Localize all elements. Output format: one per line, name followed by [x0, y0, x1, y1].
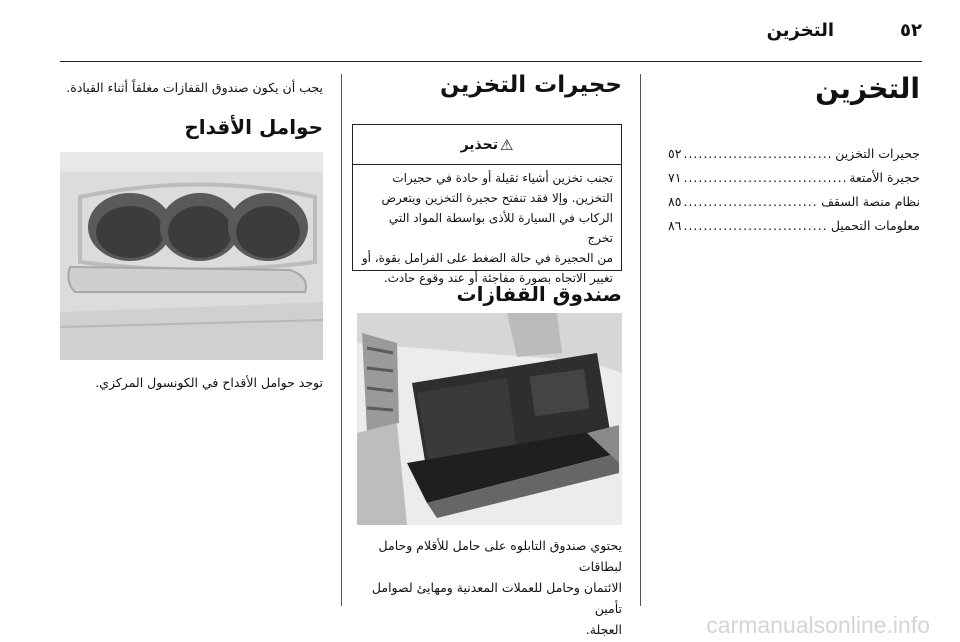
warning-heading: [353, 125, 621, 165]
cupholders-photo: [60, 152, 323, 360]
warning-line: تغيير الاتجاه بصورة مفاجئة أو عند وقوع حادث.: [383, 271, 613, 285]
toc-item[interactable]: [668, 218, 920, 242]
toc-item[interactable]: [668, 146, 920, 170]
watermark: carmanualsonline.info: [706, 612, 930, 638]
toc-leader-dots: [683, 218, 828, 233]
toc-item-label: جحيرات التخزين: [835, 146, 920, 161]
header-page-number: ٥٢: [900, 20, 922, 41]
column-divider-left: [341, 74, 342, 606]
column-divider-right: [640, 74, 641, 606]
glovebox-closed-note: يجب أن يكون صندوق القفازات مغلقاً أثناء القيادة.: [66, 80, 323, 95]
toc-item[interactable]: [668, 194, 920, 218]
glovebox-line: يحتوي صندوق التابلوه على حامل للأقلام وحامل لبطاقات: [378, 538, 622, 574]
toc-item-label: نظام منصة السقف: [821, 194, 920, 209]
glovebox-heading: صندوق القفازات: [456, 282, 622, 306]
glovebox-photo: [357, 313, 622, 525]
storage-compartments-title: حجيرات التخزين: [440, 72, 622, 98]
table-of-contents: [668, 146, 920, 242]
toc-leader-dots: [683, 170, 847, 185]
warning-line: تجنب تخزين أشياء ثقيلة أو حادة في حجيرات: [392, 171, 613, 185]
chapter-title: التخزين: [815, 72, 920, 105]
toc-item-label: حجيرة الأمتعة: [849, 170, 920, 185]
warning-line: الركاب في السيارة للأذى بواسطة المواد التي تخرج: [388, 211, 613, 245]
glovebox-description: [352, 535, 622, 640]
cupholders-heading: حوامل الأقداح: [184, 115, 323, 139]
cupholders-description: توجد حوامل الأقداح في الكونسول المركزي.: [95, 375, 323, 390]
toc-leader-dots: [683, 146, 833, 161]
header-section-title: التخزين: [766, 20, 834, 41]
warning-line: من الحجيرة في حالة الضغط على الفرامل بقوة، أو: [361, 251, 613, 265]
toc-item[interactable]: [668, 170, 920, 194]
toc-item-page: ٨٥: [668, 194, 682, 209]
toc-item-page: ٨٦: [668, 218, 682, 233]
page-header: [60, 0, 922, 62]
toc-leader-dots: [683, 194, 819, 209]
toc-item-page: ٥٢: [668, 146, 682, 161]
warning-heading-text: تحذير: [460, 136, 498, 153]
warning-triangle-icon: ⚠: [499, 135, 514, 154]
toc-item-page: ٧١: [668, 170, 682, 185]
warning-line: التخزين. وإلا فقد تنفتح حجيرة التخزين ويتعرض: [381, 191, 613, 205]
warning-box: [352, 124, 622, 285]
glovebox-line: الائتمان وحامل للعملات المعدنية ومهايئ لصوامل تأمين: [371, 580, 622, 616]
glovebox-line: العجلة.: [585, 622, 622, 637]
warning-text: [353, 165, 621, 288]
toc-item-label: معلومات التحميل: [830, 218, 920, 233]
